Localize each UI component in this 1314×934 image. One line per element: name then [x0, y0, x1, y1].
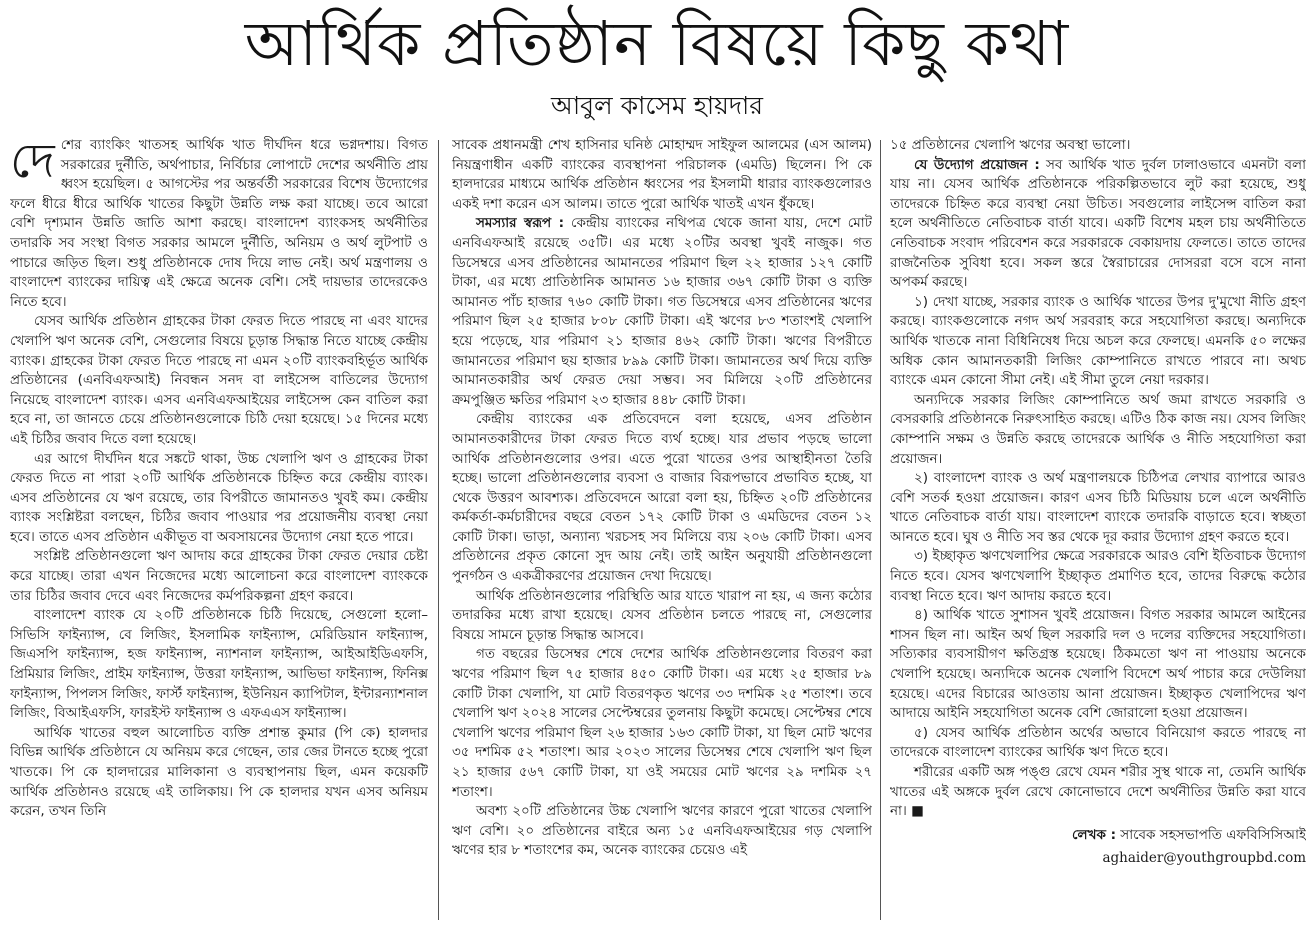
paragraph: ৫) যেসব আর্থিক প্রতিষ্ঠান অর্থের অভাবে বিনিয়োগ করতে পারছে না তাদেরকে বাংলাদেশ ব্যাংকের আর্থিক ঋণ দিতে হবে। [890, 724, 1306, 761]
paragraph: যেসব আর্থিক প্রতিষ্ঠান গ্রাহকের টাকা ফেরত দিতে পারছে না এবং যাদের খেলাপি ঋণ অনেক বেশি, সেগুলোর বিষয়ে চূড়ান্ত সিদ্ধান্ত নিতে যাচ্ছে কেন্দ্রীয় ব্যাংক। গ্রাহকের টাকা ফেরত দিতে পারছে না এমন ২০টি ব্যাংকবহির্ভূত আর্থিক প্রতিষ্ঠানের (এনবিএফআই) নিবন্ধন সনদ বা লাইসেন্স বাতিলের উদ্যোগ নিয়েছে বাংলাদেশ ব্যাংক। এসব এনবিএফআইয়ের লাইসেন্স কেন বাতিল করা হবে না, তা জানতে চেয়ে প্রতিষ্ঠানগুলোকে চিঠি দেয়া হয়েছে। ১৫ দিনের মধ্যে এই চিঠির জবাব দিতে বলা হয়েছে। [10, 313, 428, 447]
paragraph: বাংলাদেশ ব্যাংক যে ২০টি প্রতিষ্ঠানকে চিঠি দিয়েছে, সেগুলো হলো– সিভিসি ফাইন্যান্স, বে লিজিং, ইসলামিক ফাইন্যান্স, মেরিডিয়ান ফাইন্যান্স, জিএসপি ফাইন্যান্স, হজ ফাইন্যান্স, ন্যাশনাল ফাইন্যান্স, আইআইডিএফসি, প্রিমিয়ার লিজিং, প্রাইম ফাইন্যান্স, উত্তরা ফাইন্যান্স, আভিভা ফাইন্যান্স, ফিনিক্স ফাইন্যান্স, পিপলস লিজিং, ফার্স্ট ফাইন্যান্স, ইউনিয়ন ক্যাপিটাল, ইন্টারন্যাশনাল লিজিং, বিআইএফসি, ফারইস্ট ফাইন্যান্স ও এফএএস ফাইন্যান্স। [10, 607, 428, 722]
paragraph: ১) দেখা যাচ্ছে, সরকার ব্যাংক ও আর্থিক খাতের উপর দু'মুখো নীতি গ্রহণ করছে। ব্যাংকগুলোকে নগদ অর্থ সরবরাহ করে সহযোগিতা করছে। অন্যদিকে আর্থিক খাতকে নানা বিধিনিষেধ দিয়ে অচল করে ফেলছে। এমনকি ৫০ লক্ষের অধিক কোন আমানতকারী লিজিং কোম্পানিতে রাখতে পারবে না। অথচ ব্যাংকে এমন কোনো সীমা নেই। এই সীমা তুলে নেয়া দরকার। [890, 293, 1306, 389]
article-body [0, 136, 1314, 934]
paragraph-text: শের ব্যাংকিং খাতসহ আর্থিক খাত দীর্ঘদিন ধরে ভগ্নদশায়। বিগত সরকারের দুর্নীতি, অর্থপাচার, নির্বিচার লোপাটে দেশের অর্থনীতি প্রায় ধ্বংস হয়েছিল। ৫ আগস্টের পর অন্তর্বর্তী সরকারের বিশেষ উদ্যোগের ফলে ধীরে ধীরে আর্থিক খাতের কিছুটা উন্নতি লক্ষ করা যাচ্ছে। তবে আরো বেশি দৃশ্যমান উন্নতি জাতি আশা করছে। বাংলাদেশ ব্যাংকসহ অর্থনীতির তদারকি সব সংস্থা বিগত সরকার আমলে দুর্নীতি, অনিয়ম ও অর্থ লুটপাট ও পাচারে জড়িত ছিল। শুধু প্রতিষ্ঠানকে দোষ দিয়ে লাভ নেই। অর্থ মন্ত্রণালয় ও বাংলাদেশ ব্যাংকের দায়িত্ব এই ক্ষেত্রে অনেক বেশি। সেই দায়ভার তাদেরকেও নিতে হবে। [10, 137, 428, 310]
paragraph: কেন্দ্রীয় ব্যাংকের এক প্রতিবেদনে বলা হয়েছে, এসব প্রতিষ্ঠান আমানতকারীদের টাকা ফেরত দিতে ব্যর্থ হচ্ছে। যার প্রভাব পড়ছে ভালো আর্থিক প্রতিষ্ঠানগুলোর ওপর। এতে পুরো খাতের ওপর আস্থাহীনতা তৈরি হচ্ছে। ভালো প্রতিষ্ঠানগুলোর ব্যবসা ও বাজার বিরূপভাবে প্রভাবিত হচ্ছে, যা থেকে উত্তরণ আবশ্যক। প্রতিবেদনে আরো বলা হয়, চিহ্নিত ২০টি প্রতিষ্ঠানের কর্মকর্তা-কর্মচারীদের বছরে বেতন ১৭২ কোটি টাকা ও এমডিদের বেতন ১২ কোটি টাকা। ভাড়া, অন্যান্য খরচসহ সব মিলিয়ে ব্যয় ২০৬ কোটি টাকা। এসব প্রতিষ্ঠানের প্রকৃত কোনো সুদ আয় নেই। তাই আইন অনুযায়ী প্রতিষ্ঠানগুলো পুনর্গঠন ও একত্রীকরণের প্রয়োজন দেখা দিয়েছে। [452, 411, 872, 585]
article-column-3 [890, 136, 1306, 934]
author-email: aghaider@youthgroupbd.com [1102, 850, 1306, 867]
article-column-2 [452, 136, 872, 934]
paragraph: ৩) ইচ্ছাকৃত ঋণখেলাপির ক্ষেত্রে সরকারকে আরও বেশি ইতিবাচক উদ্যোগ নিতে হবে। যেসব ঋণখেলাপি ইচ্ছাকৃত প্রমাণিত হবে, তাদের বিরুদ্ধে কঠোর ব্যবস্থা নিতে হবে। ঋণ আদায় করতে হবে। [890, 548, 1306, 604]
article-column-1 [10, 136, 428, 934]
paragraph: অবশ্য ২০টি প্রতিষ্ঠানের উচ্চ খেলাপি ঋণের কারণে পুরো খাতের খেলাপি ঋণ বেশি। ২০ প্রতিষ্ঠানের বাইরে অন্য ১৫ এনবিএফআইয়ের গড় খেলাপি ঋণের হার ৮ শতাংশের কম, অনেক ব্যাংকের চেয়েও এই [452, 803, 872, 859]
paragraph [890, 156, 1306, 293]
paragraph: ৪) আর্থিক খাতে সুশাসন খুবই প্রয়োজন। বিগত সরকার আমলে আইনের শাসন ছিল না। আইন অর্থ ছিল সরকারি দল ও দলের ব্যক্তিদের সহযোগিতা। সত্যিকার ব্যবসায়ীগণ ক্ষতিগ্রস্ত হয়েছে। ঠিকমতো ঋণ না পাওয়ায় অনেকে খেলাপি হয়েছে। অন্যদিকে অনেক খেলাপি বিদেশে অর্থ পাচার করে দেউলিয়া হয়েছে। এদের বিচারের আওতায় আনা প্রয়োজন। ইচ্ছাকৃত খেলাপিদের ঋণ আদায়ে আইনি সহযোগিতা অনেক বেশি জোরালো হওয়া প্রয়োজন। [890, 607, 1306, 722]
author-signature [890, 826, 1306, 846]
paragraph: গত বছরের ডিসেম্বর শেষে দেশের আর্থিক প্রতিষ্ঠানগুলোর বিতরণ করা ঋণের পরিমাণ ছিল ৭৫ হাজার ৪৫০ কোটি টাকা। এর মধ্যে ২৫ হাজার ৮৯ কোটি টাকা খেলাপি, যা মোট বিতরণকৃত ঋণের ৩৩ দশমিক ২৫ শতাংশ। তবে খেলাপি ঋণ ২০২৪ সালের সেপ্টেম্বরের তুলনায় কিছুটা কমেছে। সেপ্টেম্বর শেষে খেলাপি ঋণের পরিমাণ ছিল ২৬ হাজার ১৬৩ কোটি টাকা, যা ছিল মোট ঋণের ৩৫ দশমিক ৫২ শতাংশ। আর ২০২৩ সালের ডিসেম্বর শেষে খেলাপি ঋণ ছিল ২১ হাজার ৫৬৭ কোটি টাকা, যা ওই সময়ের মোট ঋণের ২৯ দশমিক ২৭ শতাংশ। [452, 646, 872, 800]
signature-label: লেখক : [1072, 826, 1116, 843]
paragraph: এর আগে দীর্ঘদিন ধরে সঙ্কটে থাকা, উচ্চ খেলাপি ঋণ ও গ্রাহকের টাকা ফেরত দিতে না পারা ২০টি আর্থিক প্রতিষ্ঠানকে চিহ্নিত করে কেন্দ্রীয় ব্যাংক। এসব প্রতিষ্ঠানের যে ঋণ রয়েছে, তার বিপরীতে জামানতও খুবই কম। কেন্দ্রীয় ব্যাংক সংশ্লিষ্টরা বলছেন, চিঠির জবাব পাওয়ার পর প্রয়োজনীয় ব্যবস্থা নেয়া হবে। তাতে এসব প্রতিষ্ঠান একীভূত বা অবসায়নের উদ্যোগ নেয়া হতে পারে। [10, 450, 428, 545]
paragraph [452, 214, 872, 410]
signature-text: সাবেক সহসভাপতি এফবিসিসিআই [1116, 826, 1306, 843]
paragraph: আর্থিক খাতের বহুল আলোচিত ব্যক্তি প্রশান্ত কুমার (পি কে) হালদার বিভিন্ন আর্থিক প্রতিষ্ঠানে যে অনিয়ম করে গেছেন, তার জের টানতে হচ্ছে পুরো খাতকে। পি কে হালদারের মালিকানা ও ব্যবস্থাপনায় ছিল, এমন কয়েকটি আর্থিক প্রতিষ্ঠানও রয়েছে এই তালিকায়। পি কে হালদার যখন এসব অনিয়ম করেন, তখন তিনি [10, 724, 428, 820]
paragraph [10, 136, 428, 312]
article-author: আবুল কাসেম হায়দার [550, 91, 764, 120]
article-headline: আর্থিক প্রতিষ্ঠান বিষয়ে কিছু কথা [244, 7, 1070, 80]
paragraph: ২) বাংলাদেশ ব্যাংক ও অর্থ মন্ত্রণালয়কে চিঠিপত্র লেখার ব্যাপারে আরও বেশি সতর্ক হওয়া প্রয়োজন। কারণ এসব চিঠি মিডিয়ায় চলে এলে অর্থনীতি খাতে নেতিবাচক বার্তা যায়। বাংলাদেশ ব্যাংকে তদারকি বাড়াতে হবে। স্বচ্ছতা আনতে হবে। ঘুষ ও নীতি সব স্তর থেকে দূর করার উদ্যোগ গ্রহণ করতে হবে। [890, 470, 1306, 545]
paragraph-text: সব আর্থিক খাত দুর্বল ঢালাওভাবে এমনটা বলা যায় না। যেসব আর্থিক প্রতিষ্ঠানকে পরিকল্পিতভাবে লুট করা হয়েছে, শুধু তাদেরকে চিহ্নিত করে ব্যবস্থা নেয়া উচিত। সবগুলোর লাইসেন্স বাতিল করা হলে অর্থনীতিতে নেতিবাচক বার্তা যাবে। একটি বিশেষ মহল চায় অর্থনীতিতে নেতিবাচক সংবাদ পরিবেশন করে সরকারকে বেকায়দায় ফেলতে। তাতে তাদের রাজনৈতিক সুবিধা হবে। সকল স্তরে স্বৈরাচারের দোসররা বসে বসে নানা অপকর্ম করছে। [890, 156, 1306, 291]
paragraph-text: কেন্দ্রীয় ব্যাংকের নথিপত্র থেকে জানা যায়, দেশে মোট এনবিএফআই রয়েছে ৩৫টি। এর মধ্যে ২০টির অবস্থা খুবই নাজুক। গত ডিসেম্বরে এসব প্রতিষ্ঠানের আমানতের পরিমাণ ছিল ২২ হাজার ১২৭ কোটি টাকা, এর মধ্যে প্রাতিষ্ঠানিক আমানত ১৬ হাজার ৩৬৭ কোটি টাকা ও ব্যক্তি আমানত পাঁচ হাজার ৭৬০ কোটি টাকা। গত ডিসেম্বরে এসব প্রতিষ্ঠানের ঋণের পরিমাণ ছিল ২৫ হাজার ৮০৮ কোটি টাকা। এই ঋণের ৮৩ শতাংশই খেলাপি হয়ে পড়েছে, যার পরিমাণ ২১ হাজার ৪৬২ কোটি টাকা। ঋণের বিপরীতে জামানতের পরিমাণ ছয় হাজার ৮৯৯ কোটি টাকা। জামানতের অর্থ দিয়ে ব্যক্তি আমানতকারীর অর্থ ফেরত দেয়া সম্ভব। সব মিলিয়ে ২০টি প্রতিষ্ঠানের ক্রমপুঞ্জিত ক্ষতির পরিমাণ ২৩ হাজার ৪৪৮ কোটি টাকা। [452, 215, 872, 408]
paragraph: শরীরের একটি অঙ্গ পঙ্গু রেখে যেমন শরীর সুস্থ থাকে না, তেমনি আর্থিক খাতের এই অঙ্গকে দুর্বল রেখে কোনোভাবে দেশে অর্থনীতির উন্নতি করা যাবে না। ■ [890, 764, 1306, 820]
paragraph: সাবেক প্রধানমন্ত্রী শেখ হাসিনার ঘনিষ্ঠ মোহাম্মদ সাইফুল আলমের (এস আলম) নিয়ন্ত্রণাধীন একটি ব্যাংকের ব্যবস্থাপনা পরিচালক (এমডি) ছিলেন। পি কে হালদারের মাধ্যমে আর্থিক প্রতিষ্ঠান ধ্বংসের পর ইসলামী ধারার ব্যাংকগুলোরও একই দশা করেন এস আলম। তাতে পুরো আর্থিক খাতই এখন ধুঁকছে। [452, 137, 872, 212]
section-subhead: সমস্যার স্বরূপ : [476, 215, 564, 232]
paragraph: অন্যদিকে সরকার লিজিং কোম্পানিতে অর্থ জমা রাখতে সরকারি ও বেসরকারি প্রতিষ্ঠানকে নিরুৎসাহিত করছে। এটিও ঠিক কাজ নয়। যেসব লিজিং কোম্পানি সক্ষম ও উন্নতি করছে তাদেরকে আর্থিক ও নীতি সহযোগিতা করা প্রয়োজন। [890, 391, 1306, 467]
paragraph: আর্থিক প্রতিষ্ঠানগুলোর পরিস্থিতি আর যাতে খারাপ না হয়, এ জন্য কঠোর তদারকির মধ্যে রাখা হয়েছে। যেসব প্রতিষ্ঠান চলতে পারছে না, সেগুলোর বিষয়ে সামনে চূড়ান্ত সিদ্ধান্ত আসবে। [452, 587, 872, 643]
paragraph: ১৫ প্রতিষ্ঠানের খেলাপি ঋণের অবস্থা ভালো। [890, 137, 1131, 153]
section-subhead: যে উদ্যোগ প্রয়োজন : [914, 156, 1040, 173]
author-email-line [890, 849, 1306, 869]
drop-cap: দে [10, 136, 55, 189]
paragraph: সংশ্লিষ্ট প্রতিষ্ঠানগুলো ঋণ আদায় করে গ্রাহকের টাকা ফেরত দেয়ার চেষ্টা করে যাচ্ছে। তারা এখন নিজেদের মধ্যে আলোচনা করে বাংলাদেশ ব্যাংককে তার চিঠির জবাব দেবে এবং নিজেদের কর্মপরিকল্পনা গ্রহণ করবে। [10, 548, 428, 604]
